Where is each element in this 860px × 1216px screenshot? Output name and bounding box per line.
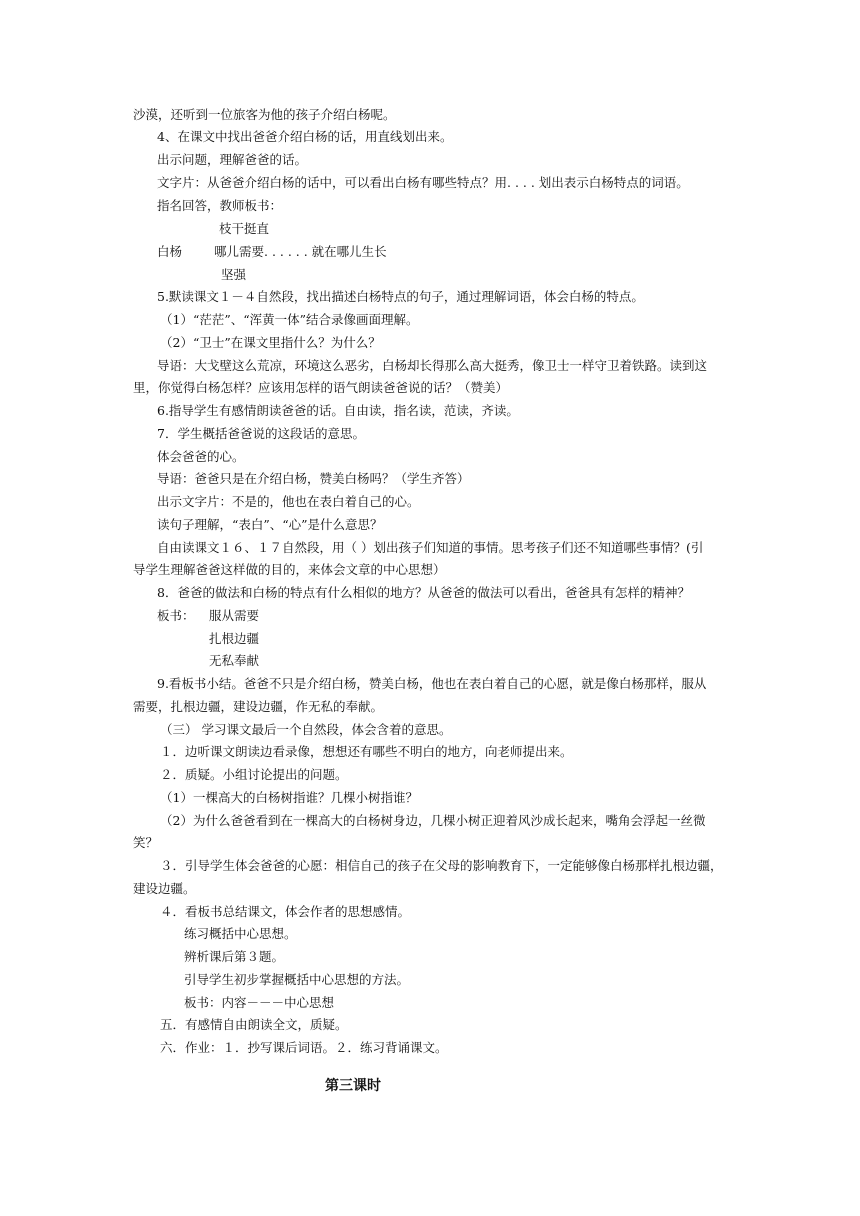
text-line: （1）“茫茫”、“浑黄一体”结合录像画面理解。 <box>160 312 419 327</box>
text-line: 练习概括中心思想。 <box>184 926 297 941</box>
section-heading: 第三课时 <box>325 1078 381 1094</box>
text-line: 笑？ <box>133 835 159 850</box>
board-note: 坚强 <box>221 267 247 282</box>
text-line: 板书：内容－－－中心思想 <box>184 995 335 1010</box>
text-line: 9.看板书小结。爸爸不只是介绍白杨，赞美白杨，他也在表白着自己的心愿，就是像白杨那样，服从 <box>157 676 707 691</box>
text-line: ２．质疑。小组讨论提出的问题。 <box>160 767 348 782</box>
text-line: （三） 学习课文最后一个自然段，体会含着的意思。 <box>160 722 452 737</box>
text-line: 出示文字片：不是的，他也在表白着自己的心。 <box>157 494 420 509</box>
text-line: 需要，扎根边疆，建设边疆，作无私的奉献。 <box>133 699 384 714</box>
text-line: （1）一棵高大的白杨树指谁？几棵小树指谁？ <box>160 790 418 805</box>
text-line: 4、在课文中找出爸爸介绍白杨的话，用直线划出来。 <box>157 129 453 144</box>
text-line: 出示问题，理解爸爸的话。 <box>157 152 308 167</box>
board-note: 哪儿需要. . . . . . 就在哪儿生长 <box>214 244 387 259</box>
text-line: 体会爸爸的心。 <box>157 449 245 464</box>
text-line: 六．作业：１．抄写课后词语。２．练习背诵课文。 <box>160 1040 448 1055</box>
text-line: （2）“卫士”在课文里指什么？为什么？ <box>160 335 381 350</box>
text-line: 导语：爸爸只是在介绍白杨，赞美白杨吗？（学生齐答） <box>157 471 470 486</box>
text-line: 6.指导学生有感情朗读爸爸的话。自由读，指名读，范读，齐读。 <box>157 403 519 418</box>
text-line: 7．学生概括爸爸说的这段话的意思。 <box>157 426 365 441</box>
text-line: 辨析课后第３题。 <box>184 949 285 964</box>
text-line: 导语：大戈壁这么荒凉，环境这么恶劣，白杨却长得那么高大挺秀，像卫士一样守卫着铁路。读到这 <box>157 358 708 373</box>
text-line: 文字片：从爸爸介绍白杨的话中，可以看出白杨有哪些特点？用. . . . 划出表示白杨特点的词语。 <box>157 175 689 190</box>
board-note: 无私奉献 <box>209 653 260 668</box>
text-line: 8．爸爸的做法和白杨的特点有什么相似的地方？从爸爸的做法可以看出，爸爸具有怎样的精神？ <box>157 585 690 600</box>
board-note: 白杨 <box>157 244 183 259</box>
text-line: 导学生理解爸爸这样做的目的，来体会文章的中心思想） <box>133 562 446 577</box>
text-line: ３．引导学生体会爸爸的心愿：相信自己的孩子在父母的影响教育下，一定能够像白杨那样扎根边疆， <box>160 858 723 873</box>
text-line: 建设边疆。 <box>133 881 196 896</box>
text-line: 沙漠，还听到一位旅客为他的孩子介绍白杨呢。 <box>133 107 396 122</box>
text-line: 里，你觉得白杨怎样？应该用怎样的语气朗读爸爸说的话？（赞美） <box>133 380 509 395</box>
text-line: 引导学生初步掌握概括中心思想的方法。 <box>184 972 410 987</box>
text-line: 指名回答，教师板书： <box>157 198 283 213</box>
text-line: 五．有感情自由朗读全文，质疑。 <box>160 1017 348 1032</box>
board-note: 枝干挺直 <box>219 221 270 236</box>
board-label: 板书： <box>157 608 195 623</box>
text-line: 5.默读课文１－４自然段，找出描述白杨特点的句子，通过理解词语，体会白杨的特点。 <box>157 289 644 304</box>
text-line: １．边听课文朗读边看录像，想想还有哪些不明白的地方，向老师提出来。 <box>160 744 573 759</box>
text-line: 自由读课文１６、１７自然段，用（ ）划出孩子们知道的事情。思考孩子们还不知道哪些事情？(引 <box>157 540 704 555</box>
board-note: 服从需要 <box>209 608 260 623</box>
text-line: （2）为什么爸爸看到在一棵高大的白杨树身边，几棵小树正迎着风沙成长起来，嘴角会浮起一丝微 <box>160 813 706 828</box>
text-line: 读句子理解，“表白”、“心”是什么意思？ <box>157 517 383 532</box>
text-line: ４．看板书总结课文，体会作者的思想感情。 <box>160 904 411 919</box>
board-note: 扎根边疆 <box>209 631 260 646</box>
